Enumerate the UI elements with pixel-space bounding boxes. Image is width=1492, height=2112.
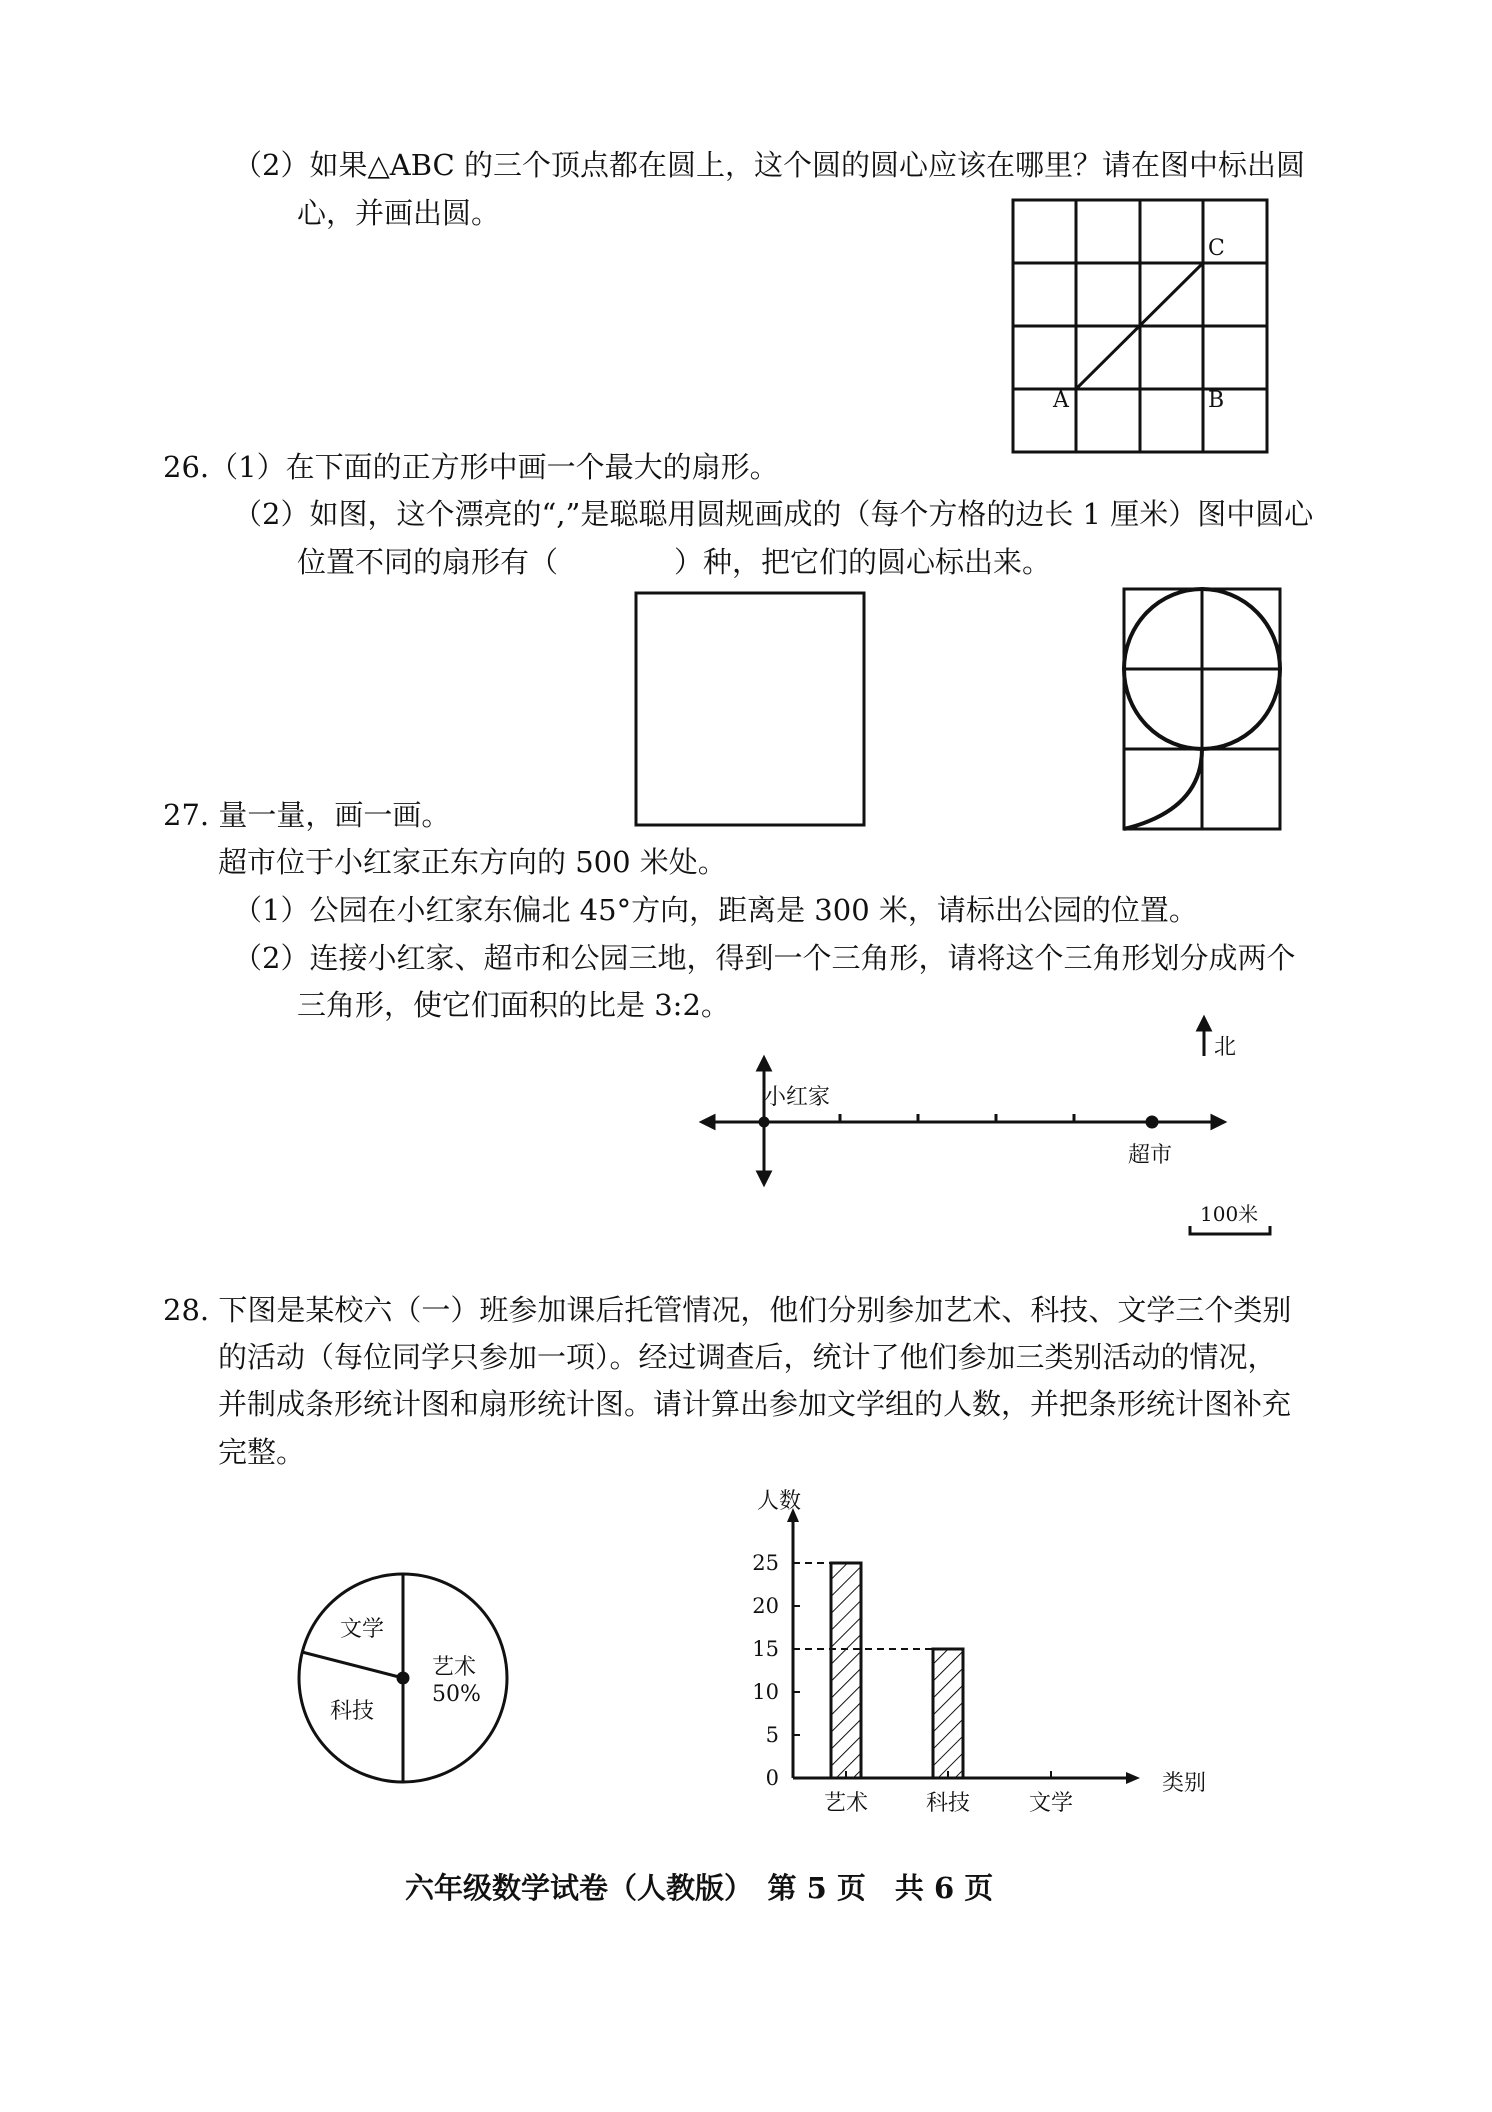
q28-line3: 并制成条形统计图和扇形统计图。请计算出参加文学组的人数，并把条形统计图补充 [218,1387,1292,1421]
pie-label-tech: 科技 [330,1699,375,1724]
q27-part2-line1: （2）连接小红家、超市和公园三地，得到一个三角形，请将这个三角形划分成两个 [233,941,1296,975]
q25-part2-line2: 心，并画出圆。 [297,196,501,230]
x-axis-arrow [1126,1772,1140,1784]
y-tick-label: 10 [752,1680,779,1704]
y-tick-label: 0 [765,1766,779,1790]
q26-line3: 位置不同的扇形有（ ）种，把它们的圆心标出来。 [297,545,1052,579]
y-tick-label: 25 [752,1551,779,1575]
q28-line1: 28. 下图是某校六（一）班参加课后托管情况，他们分别参加艺术、科技、文学三个类别 [163,1293,1292,1327]
q25-label-c: C [1208,236,1225,261]
q27-title: 27. 量一量，画一画。 [163,798,451,832]
q27-market-label: 超市 [1128,1143,1173,1168]
q26-empty-square [636,593,864,825]
q27-line1: 超市位于小红家正东方向的 500 米处。 [218,845,727,879]
y-tick-label: 5 [765,1723,779,1747]
q27-scale-bar [1190,1226,1270,1234]
q25-label-a: A [1053,388,1069,413]
page-footer: 六年级数学试卷（人教版） 第 5 页 共 6 页 [405,1871,994,1905]
q28-line2: 的活动（每位同学只参加一项）。经过调查后，统计了他们参加三类别活动的情况， [218,1340,1277,1374]
q28-bar-chart [752,1489,1206,1816]
q26-line1: 26.（1）在下面的正方形中画一个最大的扇形。 [163,450,779,484]
q27-part1: （1）公园在小红家东偏北 45°方向，距离是 300 米，请标出公园的位置。 [233,893,1198,927]
pie-label-literature: 文学 [340,1617,385,1642]
y-tick-label: 15 [752,1637,779,1661]
q27-north-arrow [1198,1018,1210,1056]
q25-part2-line1: （2）如果△ABC 的三个顶点都在圆上，这个圆的圆心应该在哪里？请在图中标出圆 [233,148,1305,182]
q27-home-label: 小红家 [764,1085,831,1110]
y-tick-label: 20 [752,1594,779,1618]
q27-part2-line2: 三角形，使它们面积的比是 3:2。 [297,988,730,1022]
q26-comma-grid [1124,589,1280,829]
x-axis-label: 类别 [1162,1771,1207,1796]
bar-艺术 [831,1563,861,1778]
pie-label-art: 艺术 [432,1655,477,1680]
pie-label-art-pct: 50% [432,1682,481,1707]
x-tick-label: 文学 [1028,1791,1074,1816]
q27-scale-label: 100米 [1200,1202,1259,1226]
y-axis-label: 人数 [757,1489,802,1514]
q25-label-b: B [1208,388,1225,413]
q28-line4: 完整。 [218,1435,306,1469]
x-tick-label: 科技 [925,1791,971,1816]
bar-科技 [933,1649,963,1778]
x-tick-label: 艺术 [823,1791,869,1816]
q26-line2: （2）如图，这个漂亮的“,”是聪聪用圆规画成的（每个方格的边长 1 厘米）图中圆心 [233,497,1314,531]
q27-north-label: 北 [1214,1035,1237,1060]
